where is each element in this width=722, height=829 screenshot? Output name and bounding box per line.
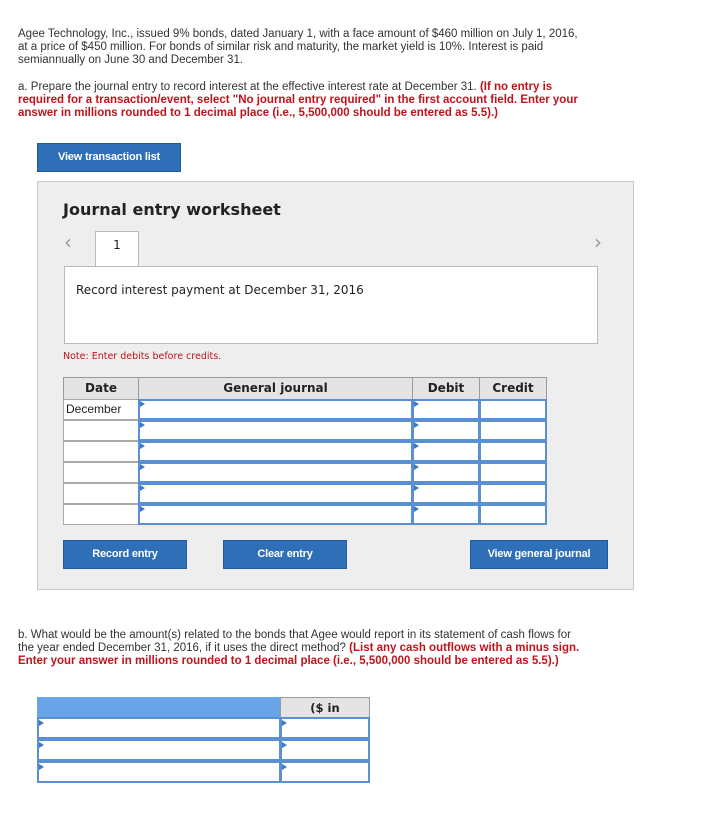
part-a-instructions: (If no entry is required for a transaction/event, select "No journal entry required" in the first account field. Enter your answer in millions rounded to 1 decimal place (i.e., 5,500,000 should be entered as 5.5).) — [18, 81, 578, 119]
cash-flow-item-input[interactable] — [37, 717, 281, 739]
account-input[interactable] — [138, 483, 413, 504]
dropdown-marker-icon — [414, 506, 419, 512]
debit-header: Debit — [412, 377, 480, 400]
credit-input[interactable] — [479, 441, 547, 462]
worksheet-title: Journal entry worksheet — [63, 200, 281, 219]
credit-input[interactable] — [479, 399, 547, 420]
dropdown-marker-icon — [39, 764, 44, 770]
part-b-question — [18, 629, 588, 668]
journal-date-cell — [63, 441, 139, 462]
cash-flow-amount-input[interactable] — [280, 739, 370, 761]
part-a-question — [18, 81, 588, 120]
dropdown-marker-icon — [140, 485, 145, 491]
journal-date-cell: December — [63, 399, 139, 420]
credit-input[interactable] — [479, 504, 547, 525]
cash-flow-amount-input[interactable] — [280, 717, 370, 739]
debit-input[interactable] — [412, 462, 480, 483]
dropdown-marker-icon — [39, 720, 44, 726]
dropdown-marker-icon — [282, 742, 287, 748]
part-b-instructions: (List any cash outflows with a minus sign. Enter your answer in millions rounded to 1 decimal place (i.e., 5,500,000 should be entered as 5.5).) — [18, 642, 580, 667]
dropdown-marker-icon — [282, 764, 287, 770]
cash-flow-item-input[interactable] — [37, 761, 281, 783]
part-a-text: a. Prepare the journal entry to record interest at the effective interest rate at December 31. — [18, 81, 480, 93]
cash-flow-item-input[interactable] — [37, 739, 281, 761]
credit-input[interactable] — [479, 483, 547, 504]
credit-input[interactable] — [479, 420, 547, 441]
dropdown-marker-icon — [414, 401, 419, 407]
dropdown-marker-icon — [39, 742, 44, 748]
cash-flow-amount-input[interactable] — [280, 761, 370, 783]
worksheet-tab-1[interactable]: 1 — [95, 231, 139, 267]
account-input[interactable] — [138, 504, 413, 525]
credit-header: Credit — [479, 377, 547, 400]
amount-header: ($ in — [280, 697, 370, 718]
debit-input[interactable] — [412, 483, 480, 504]
dropdown-marker-icon — [140, 401, 145, 407]
transaction-description-box — [64, 266, 598, 344]
dropdown-marker-icon — [140, 506, 145, 512]
chevron-right-icon[interactable]: › — [594, 230, 602, 254]
credit-input[interactable] — [479, 462, 547, 483]
journal-date-cell — [63, 462, 139, 483]
note-text: Note: Enter debits before credits. — [63, 351, 222, 362]
dropdown-marker-icon — [140, 422, 145, 428]
dropdown-marker-icon — [414, 464, 419, 470]
debit-input[interactable] — [412, 441, 480, 462]
dropdown-marker-icon — [282, 720, 287, 726]
dropdown-marker-icon — [414, 422, 419, 428]
account-input[interactable] — [138, 420, 413, 441]
part-b-text: b. What would be the amount(s) related to the bonds that Agee would report in its statement of cash flows for the year ended December 31, 2016, if it uses the direct method? — [18, 629, 571, 654]
view-transaction-list-button[interactable]: View transaction list — [37, 143, 181, 172]
journal-date-cell — [63, 504, 139, 525]
debit-input[interactable] — [412, 420, 480, 441]
problem-intro: Agee Technology, Inc., issued 9% bonds, dated January 1, with a face amount of $460 million on July 1, 2016, at a price of $450 million. For bonds of similar risk and maturity, the market yield is 10%. Interest is paid semiannually on June 30 and December 31. — [18, 28, 578, 66]
account-input[interactable] — [138, 399, 413, 420]
general-journal-header: General journal — [138, 377, 413, 400]
debit-input[interactable] — [412, 504, 480, 525]
dropdown-marker-icon — [414, 443, 419, 449]
cash-flow-item-header — [37, 697, 281, 718]
chevron-left-icon[interactable]: ‹ — [64, 230, 72, 254]
date-header: Date — [63, 377, 139, 400]
clear-entry-button[interactable]: Clear entry — [223, 540, 347, 569]
record-entry-button[interactable]: Record entry — [63, 540, 187, 569]
journal-date-cell — [63, 483, 139, 504]
account-input[interactable] — [138, 462, 413, 483]
account-input[interactable] — [138, 441, 413, 462]
transaction-description: Record interest payment at December 31, 2016 — [76, 283, 364, 297]
debit-input[interactable] — [412, 399, 480, 420]
dropdown-marker-icon — [414, 485, 419, 491]
dropdown-marker-icon — [140, 443, 145, 449]
view-general-journal-button[interactable]: View general journal — [470, 540, 608, 569]
journal-date-cell — [63, 420, 139, 441]
dropdown-marker-icon — [140, 464, 145, 470]
